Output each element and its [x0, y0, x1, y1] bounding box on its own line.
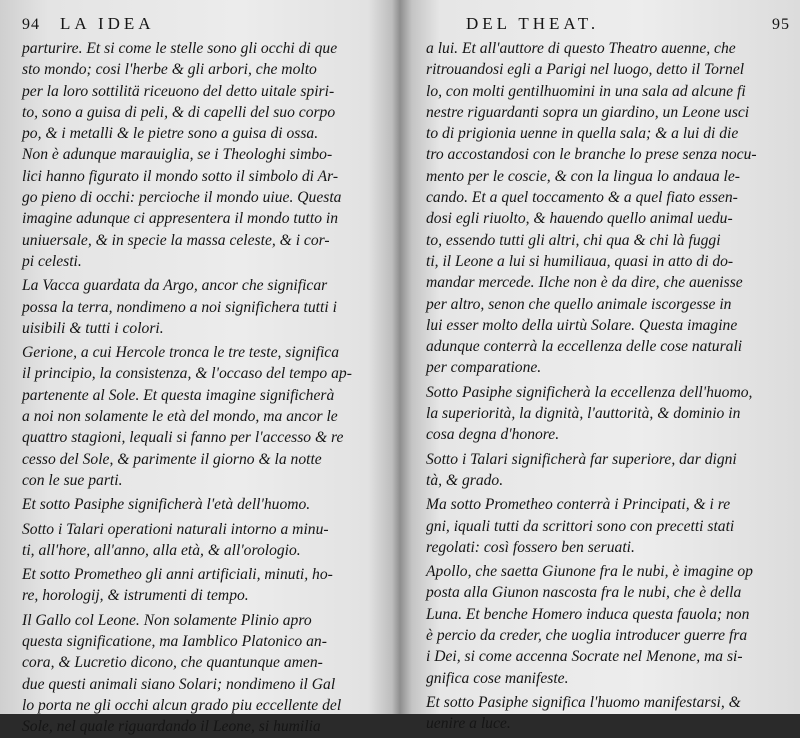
text-line: dosi egli riuolto, & hauendo quello animal uedu- [426, 210, 733, 228]
text-line: ritrouandosi egli a Parigi nel luogo, detto il Tornel [426, 61, 745, 79]
text-line: po, & i metalli & le pietre sono a guisa di ossa. [22, 125, 319, 143]
text-line: lo, con molti gentilhuomini in una sala ad alcune fi [426, 82, 746, 100]
text-line: Ma sotto Prometheo conterrà i Principati, & i re [426, 496, 731, 514]
text-line: to, sono a guisa di peli, & di capelli del suo corpo [22, 103, 336, 121]
text-line: gni, iquali tutti da scrittori sono con precetti stati [426, 517, 735, 535]
text-line: Sole, nel quale riguardando il Leone, si humilia [22, 718, 321, 736]
text-line: Sotto i Talari operationi naturali intorno a minu- [22, 520, 329, 538]
text-line: è percio da creder, che uoglia introducer guerre fra [426, 627, 748, 645]
text-line: uenire a luce. [426, 715, 511, 733]
text-line: regolati: così fossero ben seruati. [426, 538, 635, 556]
text-line: lici hanno figurato il mondo sotto il simbolo di Ar- [22, 167, 339, 185]
text-line: parturire. Et si come le stelle sono gli occhi di que [22, 40, 338, 57]
text-line: tà, & grado. [426, 471, 504, 489]
right-page [402, 0, 800, 733]
text-line: per comparatione. [426, 359, 542, 377]
text-line: nestre riguardanti sopra un giardino, un Leone usci [426, 103, 750, 121]
text-line: sto mondo; cosi l'herbe & gli arbori, che molto [22, 61, 317, 79]
left-page [0, 0, 392, 736]
text-line: tro accostandosi con le branche lo prese senza nocu- [426, 146, 757, 164]
text-line: imagine adunque ci appresentera il mondo tutto in [22, 210, 339, 228]
text-line: partenente al Sole. Et questa imagine significherà [22, 386, 335, 404]
text-line: ti, il Leone a lui si humiliaua, quasi in atto di do- [426, 252, 734, 270]
text-line: a noi non solamente le età del mondo, ma ancor le [22, 408, 338, 426]
text-line: go pieno di occhi: percioche il mondo uiue. Questa [22, 189, 342, 207]
text-line: a lui. Et all'auttore di questo Theatro auenne, che [426, 40, 736, 57]
page-number-left: 94 [22, 16, 40, 33]
text-line: questa significatione, ma Iamblico Platonico an- [22, 633, 327, 651]
text-line: to di prigionia uenne in quella sala; & a lui di die [426, 125, 739, 143]
text-line: Sotto i Talari significherà far superiore, dar digni [426, 450, 737, 468]
text-line: Et sotto Prometheo gli anni artificiali, minuti, ho- [22, 566, 333, 584]
text-line: possa la terra, nondimeno a noi significhera tutti i [22, 298, 337, 316]
text-line: con le sue parti. [22, 471, 123, 489]
text-line: cosa degna d'honore. [426, 426, 560, 444]
text-line: Luna. Et benche Homero induca questa fauola; non [426, 605, 750, 623]
running-head-right: DEL THEAT. [466, 14, 600, 33]
text-line: lui esser molto della uirtù Solare. Questa imagine [426, 316, 738, 334]
text-line: la superiorità, la dignità, l'auttorità, & dominio in [426, 405, 741, 423]
text-line: uniuersale, & in specie la massa celeste, & i cor- [22, 231, 330, 249]
text-line: i Dei, si come accenna Socrate nel Menone, ma si- [426, 648, 743, 666]
text-line: pi celesti. [22, 252, 82, 270]
text-line: Apollo, che saetta Giunone fra le nubi, è imagine op [426, 563, 753, 581]
left-page-header [22, 0, 386, 34]
text-line: mandar mercede. Ilche non è da dire, che auenisse [426, 274, 743, 292]
text-line: Et sotto Pasiphe significherà l'età dell'huomo. [22, 496, 311, 514]
text-line: posta alla Giunon nascosta fra le nubi, che è della [426, 584, 742, 602]
text-line: quattro stagioni, lequali si fanno per l'accesso & re [22, 429, 344, 447]
text-line: cando. Et a quel toccamento & a quel fiato essen- [426, 189, 738, 207]
text-line: Et sotto Pasiphe significa l'huomo manifestarsi, & [426, 693, 741, 711]
text-line: uisibili & tutti i colori. [22, 319, 164, 337]
text-line: adunque conterrà la eccellenza delle cose naturali [426, 338, 743, 356]
text-line: mento per le coscie, & con la lingua lo andaua le- [426, 167, 740, 185]
text-line: to, essendo tutti gli altri, chi qua & chi là fuggi [426, 231, 721, 249]
left-page-text [22, 38, 386, 738]
text-line: cesso del Sole, & parimente il giorno & la notte [22, 450, 322, 468]
text-line: cora, & Lucretio dicono, che quantunque amen- [22, 654, 323, 672]
text-line: Non è adunque marauiglia, se i Theologhi simbo- [22, 146, 333, 164]
text-line: ti, all'hore, all'anno, alla età, & all'orologio. [22, 541, 301, 559]
text-line: Sotto Pasiphe significherà la eccellenza dell'huomo, [426, 383, 753, 401]
text-line: due questi animali siano Solari; nondimeno il Gal [22, 675, 336, 693]
text-line: Il Gallo col Leone. Non solamente Plinio apro [22, 611, 312, 629]
text-line: Gerione, a cui Hercole tronca le tre teste, significa [22, 344, 339, 362]
text-line: re, horologij, & istrumenti di tempo. [22, 587, 249, 605]
text-line: per altro, senon che quello animale iscorgesse in [426, 295, 732, 313]
text-line: gnifica cose manifeste. [426, 669, 569, 687]
right-page-text [426, 38, 790, 735]
right-page-header [426, 0, 790, 34]
text-line: La Vacca guardata da Argo, ancor che significar [22, 277, 328, 295]
text-line: per la loro sottilitä riceuono del detto uitale spiri- [22, 82, 335, 100]
page-number-right: 95 [772, 16, 790, 33]
text-line: il principio, la consistenza, & l'occaso del tempo ap- [22, 365, 352, 383]
text-line: lo porta ne gli occhi alcun grado piu eccellente del [22, 696, 342, 714]
running-head-left: LA IDEA [60, 14, 155, 33]
